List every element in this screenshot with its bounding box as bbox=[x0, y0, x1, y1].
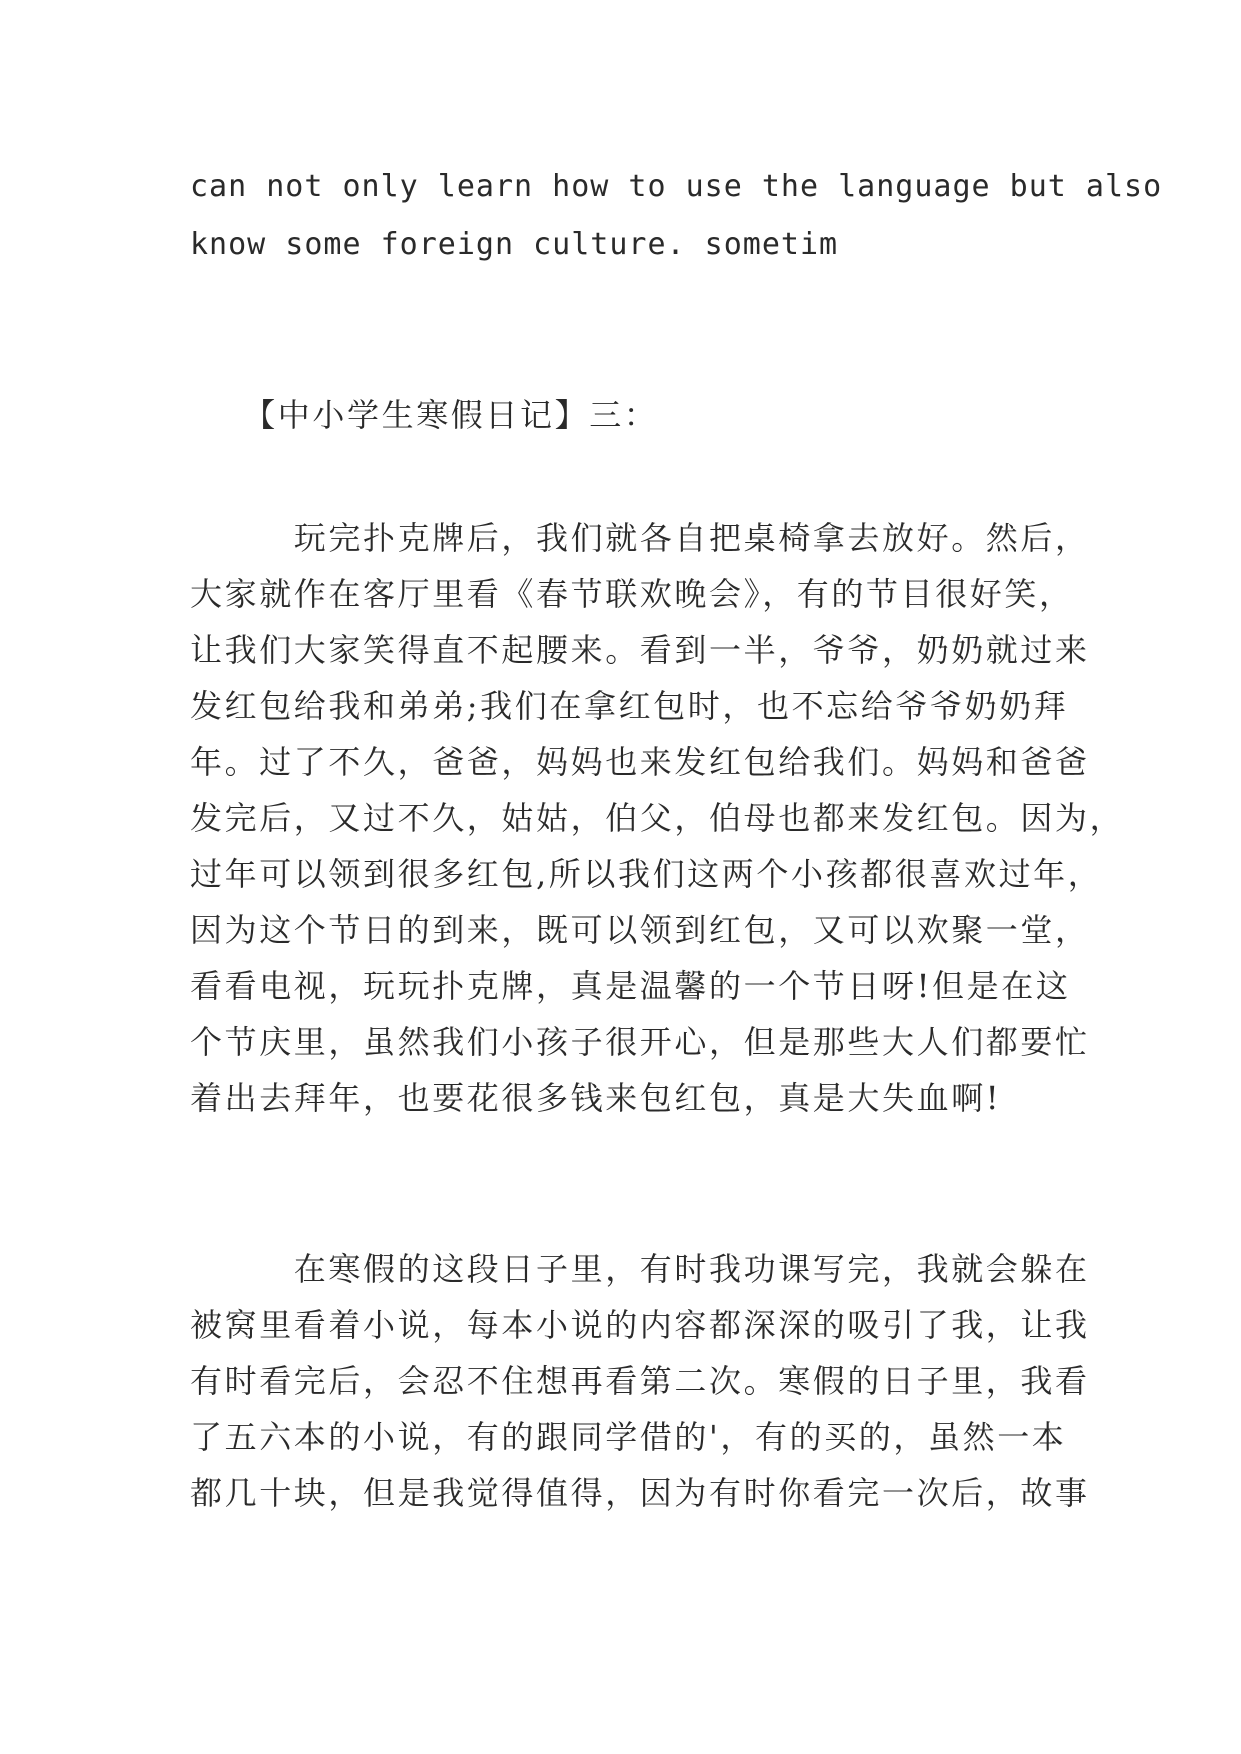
text-line: 发完后，又过不久，姑姑，伯父，伯母也都来发红包。因为， bbox=[190, 799, 1125, 837]
text-line: 玩完扑克牌后，我们就各自把桌椅拿去放好。然后， bbox=[190, 519, 1090, 557]
text-line: 过年可以领到很多红包,所以我们这两个小孩都很喜欢过年， bbox=[190, 855, 1103, 893]
text-line: 都几十块，但是我觉得值得，因为有时你看完一次后，故事 bbox=[190, 1474, 1090, 1512]
section-heading: 【中小学生寒假日记】三： bbox=[190, 396, 659, 434]
text-line: 年。过了不久，爸爸，妈妈也来发红包给我们。妈妈和爸爸 bbox=[190, 743, 1090, 781]
text-line: 个节庆里，虽然我们小孩子很开心，但是那些大人们都要忙 bbox=[190, 1023, 1090, 1061]
text-line: know some foreign culture. sometim bbox=[190, 227, 839, 262]
text-line: 有时看完后，会忍不住想再看第二次。寒假的日子里，我看 bbox=[190, 1362, 1090, 1400]
text-line: 看看电视，玩玩扑克牌，真是温馨的一个节日呀!但是在这 bbox=[190, 967, 1071, 1005]
text-line: 了五六本的小说，有的跟同学借的'，有的买的，虽然一本 bbox=[190, 1418, 1067, 1456]
text-line: 着出去拜年，也要花很多钱来包红包，真是大失血啊! bbox=[190, 1079, 1002, 1117]
text-line: 大家就作在客厅里看《春节联欢晚会》，有的节目很好笑， bbox=[190, 575, 1074, 613]
text-line: 因为这个节日的到来，既可以领到红包，又可以欢聚一堂， bbox=[190, 911, 1090, 949]
text-line: 让我们大家笑得直不起腰来。看到一半，爷爷，奶奶就过来 bbox=[190, 631, 1090, 669]
text-line: can not only learn how to use the language but also bbox=[190, 169, 1163, 204]
text-line: 发红包给我和弟弟;我们在拿红包时，也不忘给爷爷奶奶拜 bbox=[190, 687, 1069, 725]
text-line: 被窝里看着小说，每本小说的内容都深深的吸引了我，让我 bbox=[190, 1306, 1090, 1344]
text-line: 在寒假的这段日子里，有时我功课写完，我就会躲在 bbox=[190, 1250, 1090, 1288]
